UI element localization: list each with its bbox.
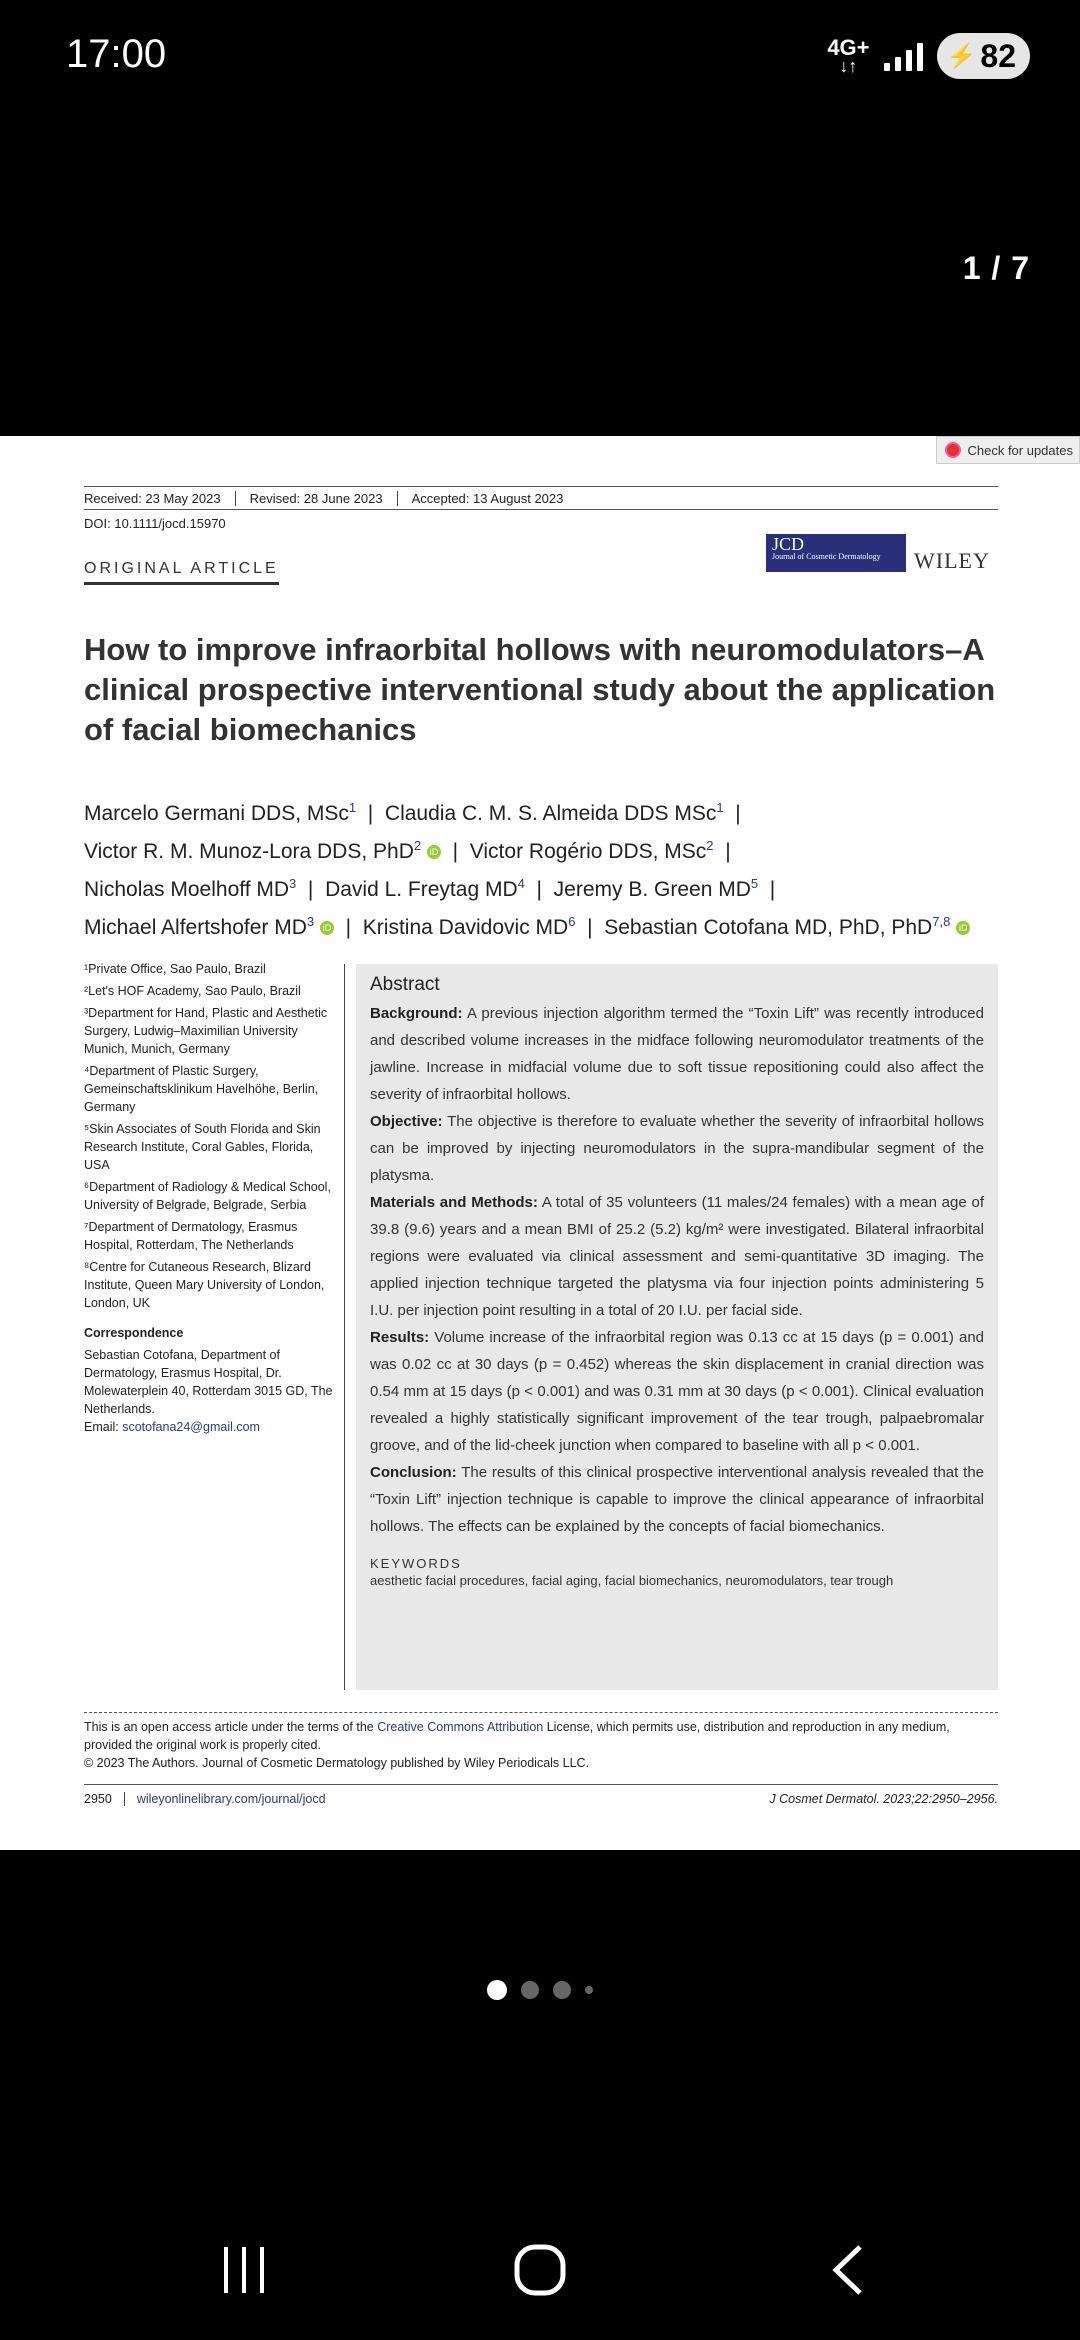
abstract-results: Results: Volume increase of the infraorbital region was 0.13 cc at 15 days (p = 0.001) and was 0.02 cc at 30 days (p = 0.452) whereas the skin displacement in cranial direction was 0.54 mm at 15 days (p < 0.001) and was 0.31 mm at 30 days (p < 0.001). Clinical evaluation revealed a highly statistically significant improvement of the tear trough, palpaebromalar groove, and of the lid-cheek junction when compared to baseline with all p < 0.001. (370, 1329, 984, 1454)
author-name: Michael Alfertshofer MD (84, 916, 307, 939)
abstract-conclusion: Conclusion: The results of this clinical prospective interventional analysis revealed that the “Toxin Lift” injection technique is capable to improve the clinical appearance of infraorbital hollows. The effects can be explained by the concepts of facial biomechanics. (370, 1464, 984, 1535)
copyright: © 2023 The Authors. Journal of Cosmetic Dermatology published by Wiley Periodicals LLC. (84, 1756, 590, 1770)
affiliation: ²Let's HOF Academy, Sao Paulo, Brazil (84, 984, 301, 998)
author-name: Sebastian Cotofana MD, PhD, PhD (604, 916, 933, 939)
abstract-box (356, 964, 998, 1690)
document-page[interactable] (0, 436, 1080, 1850)
data-arrows-icon: ↓↑ (839, 56, 858, 76)
email-link[interactable]: scotofana24@gmail.com (122, 1420, 260, 1434)
license-text: This is an open access article under the terms of the Creative Commons Attribution License, which permits use, distribution and reproduction in any medium, provided the original work is properly cited. © 2023 The Authors. Journal of Cosmetic Dermatology published by Wiley Periodicals LLC. (84, 1718, 998, 1772)
correspondence-heading: Correspondence (84, 1326, 184, 1340)
author-name: Nicholas Moelhoff MD (84, 878, 290, 901)
status-icons (827, 30, 1030, 82)
recents-icon (220, 2245, 268, 2295)
check-updates-label: Check for updates (967, 442, 1073, 458)
column-divider (344, 964, 345, 1690)
abstract-objective: Objective: The objective is therefore to evaluate whether the severity of infraorbital hollows can be improved by injecting neuromodulators in the supra-mandibular segment of the platysma. (370, 1113, 984, 1184)
author-name: David L. Freytag MD (325, 878, 518, 901)
author-name: Kristina Davidovic MD (362, 916, 569, 939)
accepted-date: Accepted: 13 August 2023 (411, 490, 564, 506)
section-label: ORIGINAL ARTICLE (84, 560, 279, 585)
page-number: 2950 (84, 1792, 125, 1806)
back-icon (828, 2243, 868, 2297)
abstract-methods: Materials and Methods: A total of 35 volunteers (11 males/24 females) with a mean age of 39.8 (9.6) years and a mean BMI of 25.2 (5.2) kg/m² were investigated. Bilateral infraorbital regions were evaluated via clinical assessment and semi-quantitative 3D imaging. The applied injection technique targeted the platysma via four injection points administering 5 I.U. per injection point resulting in a total of 20 I.U. per facial side. (370, 1194, 984, 1319)
journal-link[interactable]: wileyonlinelibrary.com/journal/jocd (136, 1792, 326, 1806)
received-date: Received: 23 May 2023 (84, 491, 236, 506)
author-name: Jeremy B. Green MD (553, 878, 751, 901)
publisher-logo: WILEY (914, 548, 990, 573)
doi: DOI: 10.1111/jocd.15970 (84, 516, 226, 531)
citation: J Cosmet Dermatol. 2023;22:2950–2956. (769, 1792, 998, 1806)
correspondence-address: Sebastian Cotofana, Department of Dermatology, Erasmus Hospital, Dr. Molewaterplein 40, Rotterdam 3015 GD, The Netherlands. (84, 1348, 333, 1416)
indicator-dot (553, 1981, 571, 1999)
network-indicator (827, 35, 870, 76)
affiliation: ⁷Department of Dermatology, Erasmus Hospital, Rotterdam, The Netherlands (84, 1220, 298, 1252)
page-counter: 1 / 7 (962, 250, 1030, 286)
license-link[interactable]: Creative Commons Attribution (377, 1720, 544, 1734)
affiliations (84, 960, 340, 1440)
author-name: Claudia C. M. S. Almeida DDS MSc (384, 802, 717, 825)
affiliation: ⁴Department of Plastic Surgery, Gemeinschaftsklinikum Havelhöhe, Berlin, Germany (84, 1064, 319, 1114)
affiliation: ³Department for Hand, Plastic and Aesthetic Surgery, Ludwig–Maximilian University Munich, Munich, Germany (84, 1006, 328, 1056)
correspondence-email: Email: scotofana24@gmail.com (84, 1420, 260, 1434)
affiliation: ⁶Department of Radiology & Medical School, University of Belgrade, Belgrade, Serbia (84, 1180, 331, 1212)
affiliation: ⁵Skin Associates of South Florida and Skin Research Institute, Coral Gables, Florida, USA (84, 1122, 321, 1172)
home-icon (513, 2243, 567, 2297)
back-button[interactable] (808, 2240, 888, 2300)
crossmark-icon (945, 442, 961, 458)
abstract-background: Background: A previous injection algorithm termed the “Toxin Lift” was recently introduced and described volume increases in the midface following neuromodulator treatments of the jawline. Increase in midfacial volume due to soft tissue repositioning could also affect the severity of infraorbital hollows. (370, 1005, 984, 1103)
author-name: Victor R. M. Munoz-Lora DDS, PhD (84, 840, 414, 863)
orcid-icon[interactable]: iD (427, 845, 441, 859)
abstract-heading: Abstract (370, 974, 440, 995)
signal-icon (884, 41, 923, 71)
author-name: Victor Rogério DDS, MSc (469, 840, 707, 863)
author-name: Marcelo Germani DDS, MSc (84, 802, 349, 825)
home-button[interactable] (500, 2240, 580, 2300)
author-list: Marcelo Germani DDS, MSc$^1$ | Claudia C. M. S. Almeida DDS MSc$^1$ | Victor R. M. Munoz-Lora DDS, PhD$^2$ iD | Victor Rogério DDS, MSc$^2$ | Nicholas Moelhoff $MD^3$ | David L. Freytag $MD^4$ | Jeremy B. Green $MD^5$ | Michael Alfertshofer $MD^3$ iD | Kristina Davidovic $MD^6$ | Sebastian Cotofana MD, PhD, PhD$^{7,8}$ iD (84, 792, 1024, 944)
charging-icon: ⚡ (946, 42, 977, 70)
footer-divider (84, 1784, 998, 1785)
revised-date: Revised: 28 June 2023 (250, 491, 398, 506)
orcid-icon[interactable]: iD (320, 921, 334, 935)
article-title: How to improve infraorbital hollows with neuromodulators–A clinical prospective interventional study about the application of facial biomechanics (84, 632, 996, 747)
page-footer (84, 1792, 998, 1806)
navigation-bar (0, 2220, 1080, 2320)
indicator-dot (585, 1986, 593, 1994)
check-updates-button[interactable] (936, 436, 1080, 464)
orcid-icon[interactable]: iD (956, 921, 970, 935)
article-dates (84, 486, 998, 510)
battery-level: 82 (980, 37, 1016, 74)
battery-icon (937, 33, 1030, 79)
recents-button[interactable] (204, 2240, 284, 2300)
page-indicator (0, 1980, 1080, 2000)
license-divider (84, 1712, 998, 1713)
affiliation: ⁸Centre for Cutaneous Research, Blizard Institute, Queen Mary University of London, London, UK (84, 1260, 325, 1310)
indicator-dot (521, 1981, 539, 1999)
keywords-heading: KEYWORDS (370, 1556, 462, 1571)
keywords: aesthetic facial procedures, facial aging, facial biomechanics, neuromodulators, tear trough (370, 1573, 894, 1588)
network-type: 4G+ (827, 35, 870, 60)
indicator-dot-active (487, 1980, 507, 2000)
affiliation: ¹Private Office, Sao Paulo, Brazil (84, 962, 266, 976)
status-time: 17:00 (66, 32, 167, 76)
journal-logo: JCD Journal of Cosmetic Dermatology (766, 534, 906, 572)
